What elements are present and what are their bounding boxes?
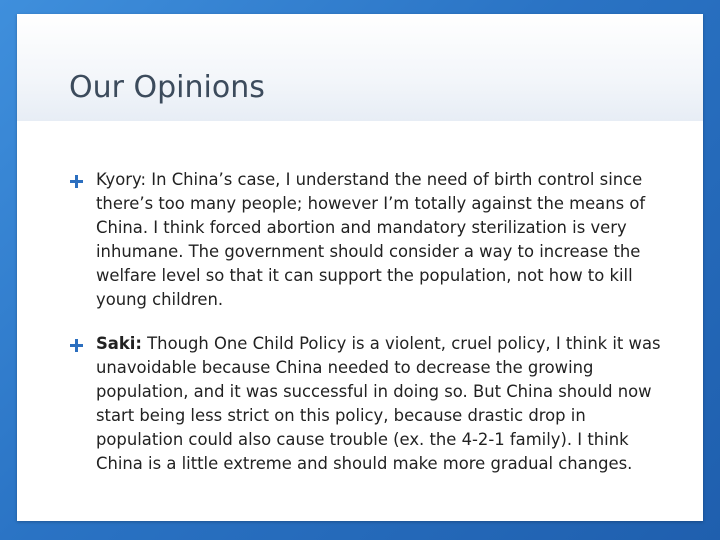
bullet-kyory [69,168,669,313]
plus-icon [70,339,83,352]
bullet-list [69,168,669,476]
slide-title: Our Opinions [69,70,265,105]
opinion-text: Though One Child Policy is a violent, cruel policy, I think it was unavoidable because China needed to decrease the growing population, and it was successful in doing so. But China should now start being less strict on this policy, because drastic drop in population could also cause trouble (ex. the 4-2-1 family). I think China is a little extreme and should make more gradual changes. [96,333,661,474]
title-band [17,14,703,121]
speaker-separator: : [140,170,152,189]
slide-card [17,14,703,521]
speaker-name: Kyory [96,170,141,189]
opinion-text: In China’s case, I understand the need of birth control since there’s too many people; however I’m totally against the means of China. I think forced abortion and mandatory sterilization is very inhumane. The government should consider a way to increase the welfare level so that it can support the population, not how to kill young children. [96,170,646,310]
speaker-name: Saki: [96,333,142,353]
bullet-saki [69,332,669,477]
plus-icon [70,175,83,188]
